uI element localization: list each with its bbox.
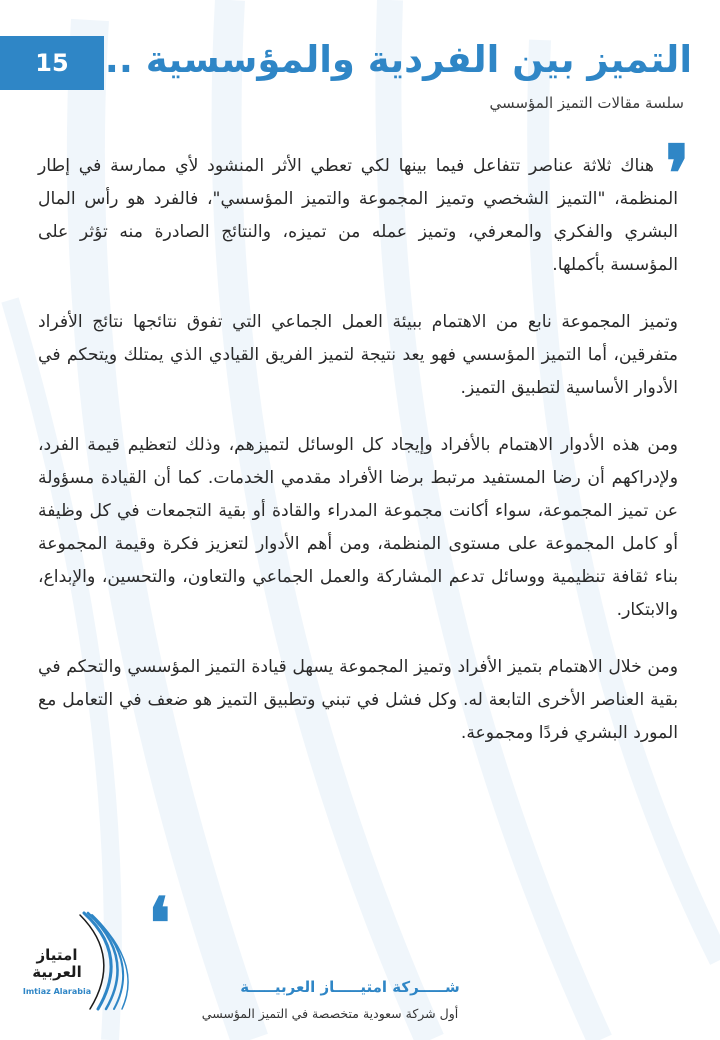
page-title: التميز بين الفردية والمؤسسية .. <box>104 38 692 81</box>
company-logo <box>22 905 134 1015</box>
page-number: 15 <box>0 36 104 90</box>
logo-text-line2: العربية <box>32 963 82 981</box>
company-name: شـــــركة امتيـــــاز العربيـــــة <box>240 978 460 996</box>
closing-quote-icon: ❜ <box>148 852 171 935</box>
article-paragraph-2: وتميز المجموعة نابع من الاهتمام ببيئة العمل الجماعي التي تفوق نتائجها نتائج الأفراد متفرقين، أما التميز المؤسسي فهو يعد نتيجة لتميز الفريق القيادي الذي يمتلك ويتحكم في الأدوار الأساسية لتطبيق التميز. <box>38 312 678 398</box>
opening-quote-icon: ❜ <box>664 129 690 220</box>
logo-text-line1: امتياز <box>36 946 78 964</box>
article-paragraph-3: ومن هذه الأدوار الاهتمام بالأفراد وإيجاد كل الوسائل لتميزهم، وذلك لتعظيم قيمة الفرد، ولإدراكهم أن رضا المستفيد مرتبط برضا الأفراد مقدمي الخدمات. كما أن القيادة مسؤولة عن تميز المجموعة، سواء أكانت مجموعة المدراء والقادة أو بقية التجمعات في كل وظيفة أو كامل المجموعة على مستوى المنظمة، ومن أهم الأدوار لتعزيز فكرة وقيمة المجموعة بناء ثقافة تنظيمية ووسائل تدعم المشاركة والعمل الجماعي والتعاون، والتحسين، والإبداع، والابتكار. <box>38 435 678 620</box>
article-body <box>38 150 678 774</box>
article-paragraph-4: ومن خلال الاهتمام بتميز الأفراد وتميز المجموعة يسهل قيادة التميز المؤسسي والتحكم في بقية العناصر الأخرى التابعة له. وكل فشل في تبني وتطبيق التميز هو ضعف في التعامل مع المورد البشري فردًا ومجموعة. <box>38 657 678 743</box>
company-tagline: أول شركة سعودية متخصصة في التميز المؤسسي <box>201 1006 459 1021</box>
logo-text-english: Imtiaz Alarabia <box>22 987 92 996</box>
logo-text-arabic <box>22 947 92 981</box>
series-label: سلسة مقالات التميز المؤسسي <box>489 94 684 112</box>
article-paragraph-1: هناك ثلاثة عناصر تتفاعل فيما بينها لكي تعطي الأثر المنشود لأي ممارسة في إطار المنظمة، "التميز الشخصي وتميز المجموعة والتميز المؤسسي"، فالفرد هو رأس المال البشري والفكري والمعرفي، وتميز عمله من تميزه، والنتائج الصادرة منه تؤثر على المؤسسة بأكملها. <box>38 156 678 275</box>
